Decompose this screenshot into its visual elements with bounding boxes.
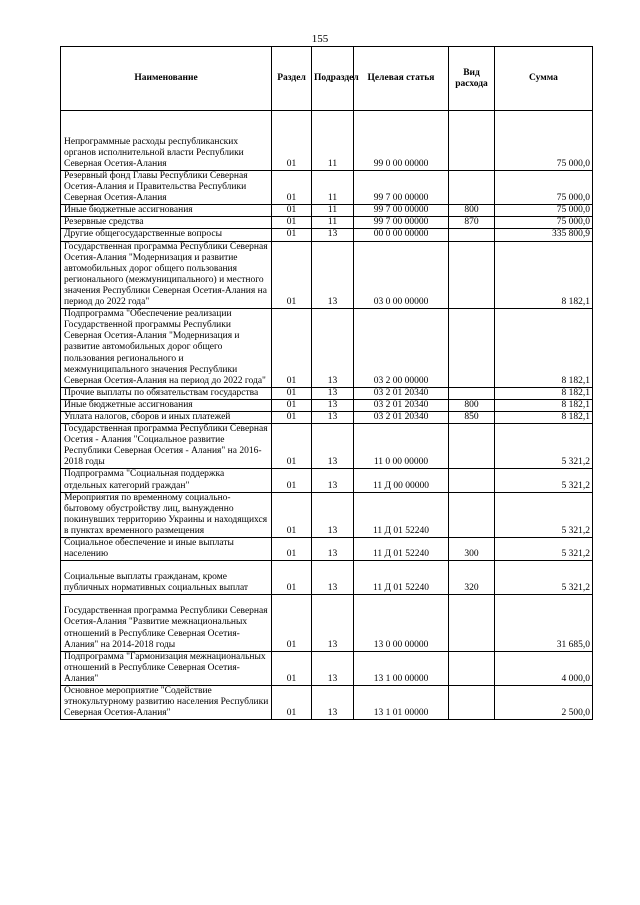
cell-razdel: 01 — [272, 171, 312, 205]
cell-tselevaya: 13 0 00 00000 — [354, 595, 449, 651]
cell-name: Резервные средства — [61, 217, 272, 229]
cell-vid — [449, 686, 495, 720]
table-row-r5 — [61, 241, 593, 309]
cell-name: Непрограммные расходы республиканских органов исполнительной власти Республики Северная Осетия-Алания — [61, 111, 272, 171]
cell-name: Государственная программа Республики Северная Осетия-Алания "Модернизация и развитие автомобильных дорог общего пользования регионального (межмуниципального) и местного значения Республики Северная Осетия-Алания на период до 2022 года" — [61, 241, 272, 309]
cell-vid — [449, 241, 495, 309]
cell-razdel: 01 — [272, 387, 312, 399]
cell-podrazdel: 13 — [312, 411, 354, 423]
cell-razdel: 01 — [272, 229, 312, 241]
table-header-row — [61, 47, 593, 111]
table-row-r0 — [61, 111, 593, 171]
cell-podrazdel: 11 — [312, 217, 354, 229]
cell-summa: 5 321,2 — [495, 538, 593, 561]
header-summa: Сумма — [495, 47, 593, 111]
page-number: 155 — [311, 33, 329, 45]
cell-summa: 31 685,0 — [495, 595, 593, 651]
cell-podrazdel: 13 — [312, 309, 354, 388]
cell-tselevaya: 03 2 01 20340 — [354, 387, 449, 399]
table-row-r9 — [61, 411, 593, 423]
cell-razdel: 01 — [272, 399, 312, 411]
cell-tselevaya: 13 1 00 00000 — [354, 651, 449, 685]
cell-podrazdel: 13 — [312, 561, 354, 595]
cell-vid: 870 — [449, 217, 495, 229]
table-row-r8 — [61, 399, 593, 411]
cell-vid — [449, 171, 495, 205]
cell-razdel: 01 — [272, 241, 312, 309]
cell-summa: 5 321,2 — [495, 561, 593, 595]
cell-podrazdel: 13 — [312, 241, 354, 309]
header-tselevaya: Целевая статья — [354, 47, 449, 111]
cell-name: Иные бюджетные ассигнования — [61, 205, 272, 217]
table-row-r10 — [61, 424, 593, 469]
table-row-r12 — [61, 492, 593, 537]
header-podrazdel: Подраздел — [312, 47, 354, 111]
cell-tselevaya: 11 Д 01 52240 — [354, 492, 449, 537]
header-vid: Вид расхода — [449, 47, 495, 111]
table-row-r11 — [61, 469, 593, 492]
cell-vid — [449, 492, 495, 537]
cell-tselevaya: 99 7 00 00000 — [354, 217, 449, 229]
cell-vid: 300 — [449, 538, 495, 561]
table-row-r1 — [61, 171, 593, 205]
cell-tselevaya: 13 1 01 00000 — [354, 686, 449, 720]
table-row-r15 — [61, 595, 593, 651]
cell-summa: 75 000,0 — [495, 217, 593, 229]
cell-razdel: 01 — [272, 309, 312, 388]
cell-vid: 800 — [449, 399, 495, 411]
header-name: Наименование — [61, 47, 272, 111]
cell-razdel: 01 — [272, 492, 312, 537]
table-row-r13 — [61, 538, 593, 561]
cell-vid — [449, 469, 495, 492]
cell-tselevaya: 03 2 00 00000 — [354, 309, 449, 388]
cell-summa: 8 182,1 — [495, 411, 593, 423]
cell-name: Резервный фонд Главы Республики Северная Осетия-Алания и Правительства Республики Северная Осетия-Алания — [61, 171, 272, 205]
table-row-r17 — [61, 686, 593, 720]
cell-podrazdel: 13 — [312, 229, 354, 241]
cell-razdel: 01 — [272, 424, 312, 469]
cell-tselevaya: 99 7 00 00000 — [354, 205, 449, 217]
cell-name: Прочие выплаты по обязательствам государства — [61, 387, 272, 399]
cell-podrazdel: 13 — [312, 538, 354, 561]
cell-tselevaya: 11 Д 00 00000 — [354, 469, 449, 492]
cell-vid: 320 — [449, 561, 495, 595]
cell-summa: 8 182,1 — [495, 241, 593, 309]
cell-name: Социальное обеспечение и иные выплаты населению — [61, 538, 272, 561]
cell-razdel: 01 — [272, 686, 312, 720]
cell-razdel: 01 — [272, 469, 312, 492]
cell-name: Мероприятия по временному социально-бытовому обустройству лиц, вынужденно покинувших территорию Украины и находящихся в пунктах временного размещения — [61, 492, 272, 537]
cell-vid: 850 — [449, 411, 495, 423]
cell-razdel: 01 — [272, 538, 312, 561]
cell-podrazdel: 11 — [312, 205, 354, 217]
cell-name: Подпрограмма "Обеспечение реализации Государственной программы Республики Северная Осетия-Алания "Модернизация и развитие автомобильных дорог общего пользования регионального и межмуниципального значения Республики Северная Осетия-Алания на период до 2022 года" — [61, 309, 272, 388]
cell-razdel: 01 — [272, 595, 312, 651]
cell-podrazdel: 13 — [312, 492, 354, 537]
cell-name: Основное мероприятие "Содействие этнокультурному развитию населения Республики Северная Осетия-Алания" — [61, 686, 272, 720]
cell-podrazdel: 13 — [312, 686, 354, 720]
cell-razdel: 01 — [272, 217, 312, 229]
cell-summa: 75 000,0 — [495, 111, 593, 171]
cell-summa: 5 321,2 — [495, 469, 593, 492]
cell-name: Подпрограмма "Гармонизация межнациональных отношений в Республике Северная Осетия-Алания" — [61, 651, 272, 685]
cell-vid: 800 — [449, 205, 495, 217]
cell-summa: 5 321,2 — [495, 492, 593, 537]
table-row-r6 — [61, 309, 593, 388]
cell-razdel: 01 — [272, 111, 312, 171]
cell-podrazdel: 13 — [312, 651, 354, 685]
cell-name: Государственная программа Республики Северная Осетия-Алания "Развитие межнациональных отношений в Республике Северная Осетия-Алания" на 2014-2018 годы — [61, 595, 272, 651]
cell-podrazdel: 13 — [312, 424, 354, 469]
cell-summa: 335 800,9 — [495, 229, 593, 241]
budget-table — [60, 46, 593, 720]
cell-name: Другие общегосударственные вопросы — [61, 229, 272, 241]
cell-summa: 4 000,0 — [495, 651, 593, 685]
cell-vid — [449, 387, 495, 399]
cell-summa: 2 500,0 — [495, 686, 593, 720]
table-row-r7 — [61, 387, 593, 399]
cell-podrazdel: 11 — [312, 171, 354, 205]
cell-vid — [449, 229, 495, 241]
cell-vid — [449, 595, 495, 651]
cell-razdel: 01 — [272, 561, 312, 595]
cell-summa: 8 182,1 — [495, 309, 593, 388]
cell-tselevaya: 03 2 01 20340 — [354, 399, 449, 411]
cell-tselevaya: 99 0 00 00000 — [354, 111, 449, 171]
cell-podrazdel: 13 — [312, 595, 354, 651]
cell-name: Уплата налогов, сборов и иных платежей — [61, 411, 272, 423]
cell-vid — [449, 424, 495, 469]
cell-tselevaya: 11 0 00 00000 — [354, 424, 449, 469]
cell-name: Иные бюджетные ассигнования — [61, 399, 272, 411]
cell-podrazdel: 13 — [312, 399, 354, 411]
cell-podrazdel: 13 — [312, 469, 354, 492]
cell-podrazdel: 11 — [312, 111, 354, 171]
header-razdel: Раздел — [272, 47, 312, 111]
cell-tselevaya: 99 7 00 00000 — [354, 171, 449, 205]
cell-name: Государственная программа Республики Северная Осетия - Алания "Социальное развитие Республики Северная Осетия - Алания" на 2016-2018 годы — [61, 424, 272, 469]
cell-tselevaya: 11 Д 01 52240 — [354, 561, 449, 595]
table-row-r14 — [61, 561, 593, 595]
table-row-r16 — [61, 651, 593, 685]
cell-summa: 75 000,0 — [495, 205, 593, 217]
cell-vid — [449, 111, 495, 171]
cell-razdel: 01 — [272, 411, 312, 423]
cell-vid — [449, 651, 495, 685]
table-row-r3 — [61, 217, 593, 229]
cell-summa: 5 321,2 — [495, 424, 593, 469]
cell-tselevaya: 00 0 00 00000 — [354, 229, 449, 241]
table-row-r2 — [61, 205, 593, 217]
table-row-r4 — [61, 229, 593, 241]
cell-tselevaya: 11 Д 01 52240 — [354, 538, 449, 561]
cell-summa: 75 000,0 — [495, 171, 593, 205]
cell-tselevaya: 03 0 00 00000 — [354, 241, 449, 309]
cell-vid — [449, 309, 495, 388]
cell-razdel: 01 — [272, 651, 312, 685]
cell-podrazdel: 13 — [312, 387, 354, 399]
cell-summa: 8 182,1 — [495, 387, 593, 399]
cell-razdel: 01 — [272, 205, 312, 217]
cell-name: Подпрограмма "Социальная поддержка отдельных категорий граждан" — [61, 469, 272, 492]
cell-tselevaya: 03 2 01 20340 — [354, 411, 449, 423]
cell-summa: 8 182,1 — [495, 399, 593, 411]
cell-name: Социальные выплаты гражданам, кроме публичных нормативных социальных выплат — [61, 561, 272, 595]
